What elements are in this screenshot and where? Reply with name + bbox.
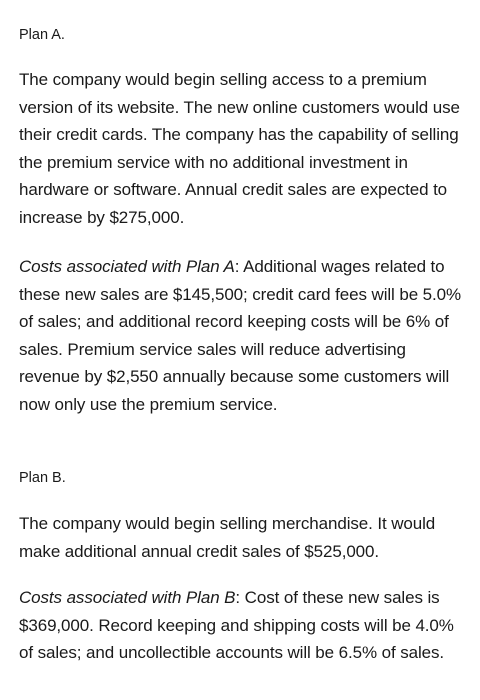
plan-a-costs-paragraph	[19, 253, 466, 419]
plan-a-costs-lead: Costs associated with Plan A	[19, 257, 235, 276]
plan-a-heading: Plan A.	[19, 27, 65, 43]
plan-b-costs-text: : Cost of these new sales is $369,000. Record keeping and shipping costs will be 4.0% of sales; and uncollectible accounts will be 6.5% of sales.	[19, 588, 454, 663]
plan-b-heading: Plan B.	[19, 470, 66, 486]
plan-b-description: The company would begin selling merchandise. It would make additional annual credit sales of $525,000.	[19, 514, 436, 561]
plan-b-costs-paragraph	[19, 584, 466, 667]
plan-a-description: The company would begin selling access to a premium version of its website. The new online customers would use their credit cards. The company has the capability of selling the premium service with no additional investment in hardware or software. Annual credit sales are expected to increase by $275,000.	[19, 70, 460, 227]
plan-a-costs-text: : Additional wages related to these new sales are $145,500; credit card fees will be 5.0% of sales; and additional record keeping costs will be 6% of sales. Premium service sales will reduce advertising revenue by $2,550 annually because some customers will now only use the premium service.	[19, 257, 462, 414]
plan-b-costs-lead: Costs associated with Plan B	[19, 588, 236, 607]
